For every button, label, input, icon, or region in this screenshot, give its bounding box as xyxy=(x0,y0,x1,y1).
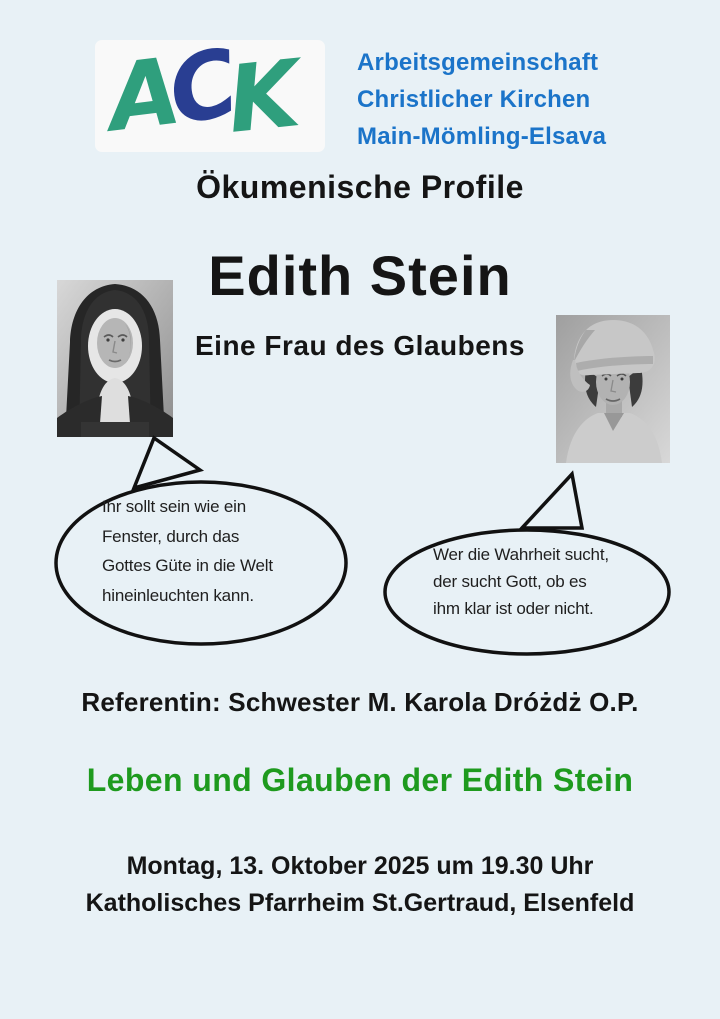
schedule xyxy=(0,848,720,922)
event-title: Leben und Glauben der Edith Stein xyxy=(86,762,634,798)
logo-letter-k: K xyxy=(222,41,295,154)
subtitle: Eine Frau des Glaubens xyxy=(195,330,525,361)
quote-left-line-2: Fenster, durch das xyxy=(102,526,240,546)
quote-right-line-3: ihm klar ist oder nicht. xyxy=(433,599,594,618)
quote-right xyxy=(433,541,609,622)
quote-right-line-1: Wer die Wahrheit sucht, xyxy=(433,545,609,564)
organization-line-3: Main-Mömling-Elsava xyxy=(357,123,607,150)
quote-left-line-3: Gottes Güte in die Welt xyxy=(102,556,273,575)
edith-stein-hat-photo xyxy=(556,315,670,463)
main-title: Edith Stein xyxy=(208,244,512,307)
organization-line-2: Christlicher Kirchen xyxy=(357,86,591,113)
quote-left xyxy=(102,492,273,610)
ack-logo xyxy=(95,30,325,154)
series-title: Ökumenische Profile xyxy=(196,169,524,205)
quote-right-line-2: der sucht Gott, ob es xyxy=(433,572,587,591)
organization-name xyxy=(357,44,606,155)
quote-left-line-1: Ihr sollt sein wie ein xyxy=(102,497,246,516)
edith-stein-nun-photo xyxy=(57,280,173,437)
logo-letter-c: C xyxy=(159,30,239,147)
event-location: Katholisches Pfarrheim St.Gertraud, Elsenfeld xyxy=(85,889,635,917)
organization-line-1: Arbeitsgemeinschaft xyxy=(357,49,599,76)
logo-letter-a: A xyxy=(102,38,177,153)
event-datetime: Montag, 13. Oktober 2025 um 19.30 Uhr xyxy=(126,852,594,880)
ack-logo-letters xyxy=(102,30,319,154)
speaker-line: Referentin: Schwester M. Karola Dróżdż O.P. xyxy=(81,687,639,717)
quote-left-line-4: hineinleuchten kann. xyxy=(102,585,254,605)
